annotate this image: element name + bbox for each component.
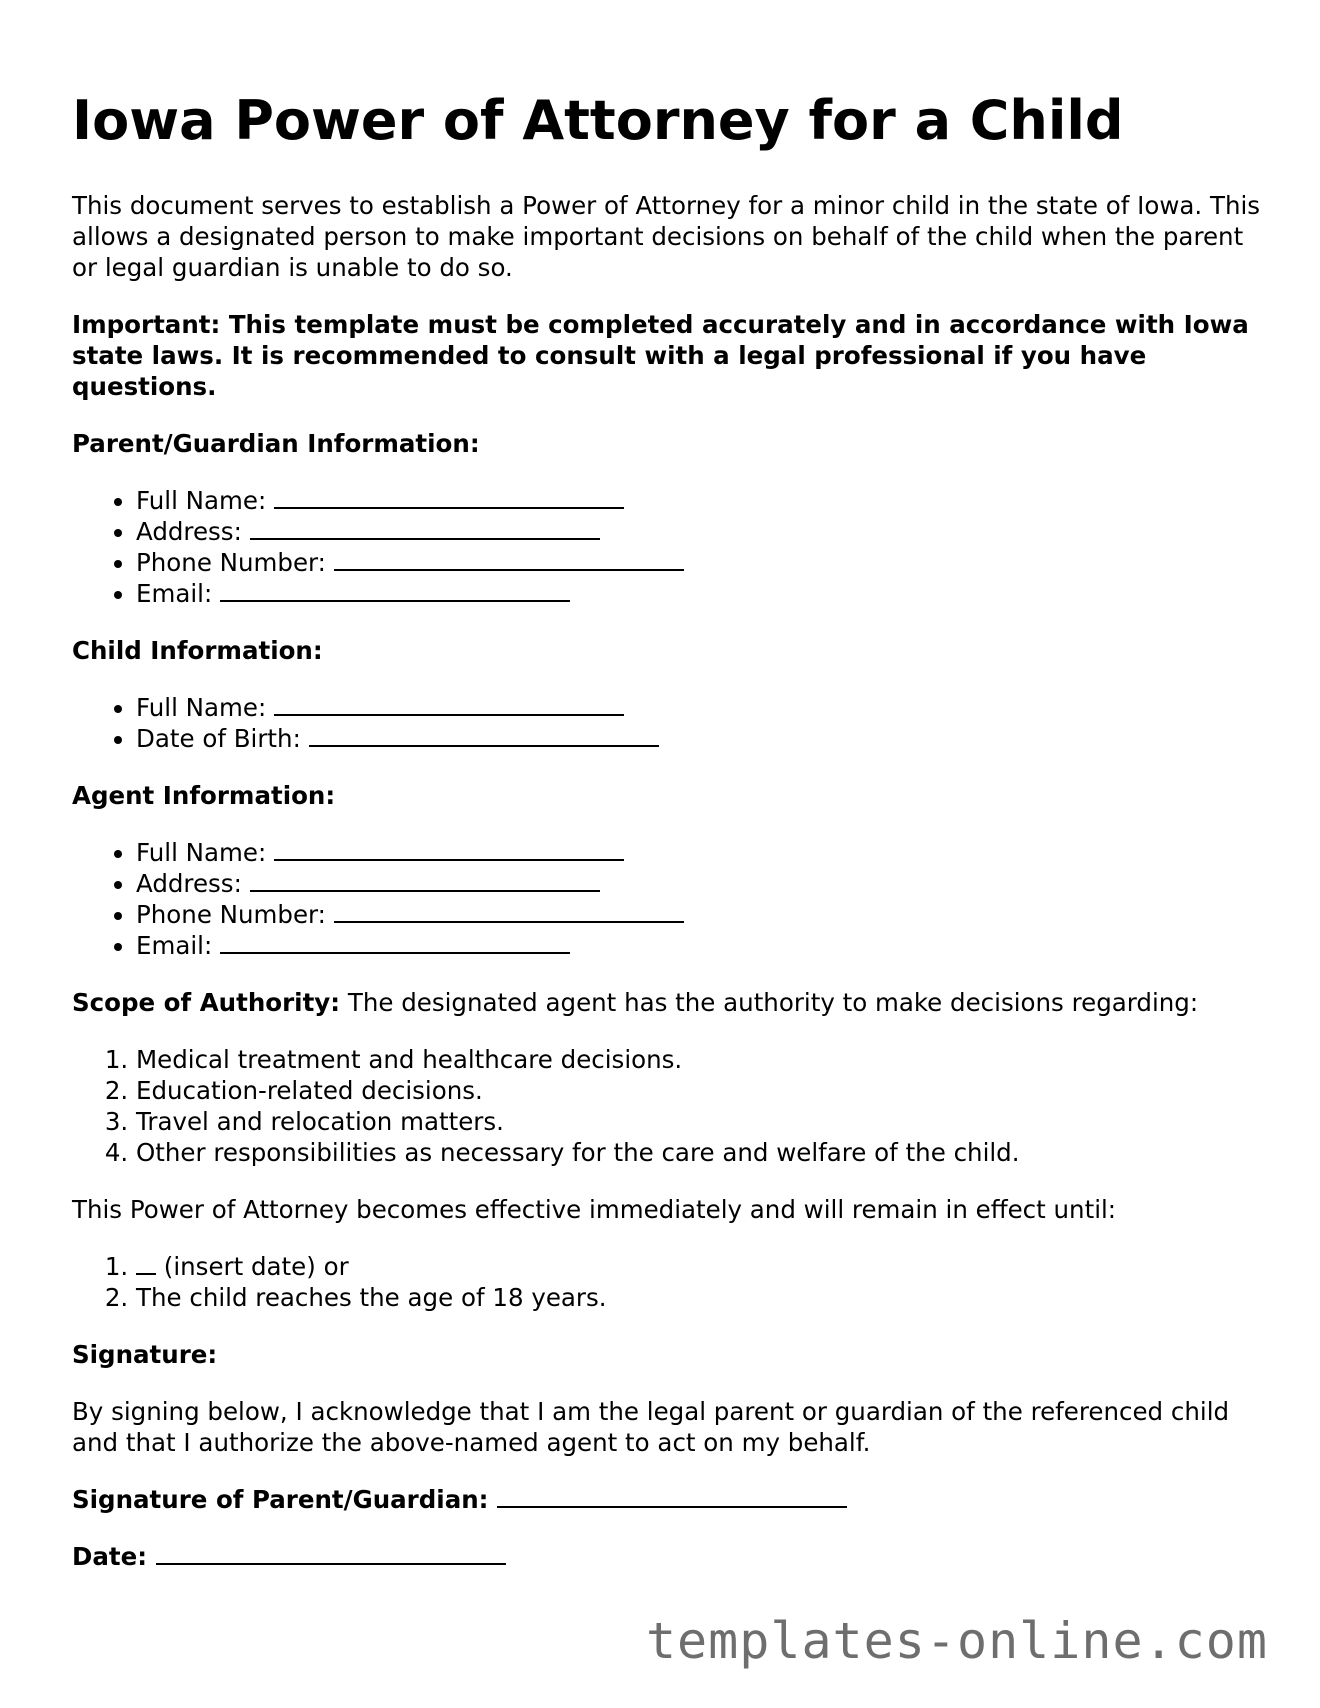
field-label: Full Name:: [136, 838, 267, 868]
signature-heading: Signature:: [72, 1340, 218, 1370]
field-label: Address:: [136, 869, 242, 899]
date-blank[interactable]: [156, 1541, 506, 1565]
list-item: [136, 837, 1262, 868]
effective-list: [72, 1251, 1262, 1313]
blank-line[interactable]: [274, 837, 624, 861]
signature-blank[interactable]: [497, 1484, 847, 1508]
blank-line[interactable]: [250, 868, 600, 892]
list-item: [136, 899, 1262, 930]
list-item: [136, 868, 1262, 899]
insert-date-text: (insert date) or: [156, 1252, 349, 1282]
list-item: [136, 1251, 1262, 1282]
blank-line[interactable]: [309, 723, 659, 747]
scope-paragraph: [72, 987, 1262, 1018]
child-section-heading: Child Information:: [72, 636, 323, 666]
blank-line[interactable]: [220, 930, 570, 954]
important-note: Important: This template must be completed accurately and in accordance with Iowa state laws. It is recommended to consult with a legal professional if you have questions.: [72, 310, 1249, 402]
list-item: [136, 723, 1262, 754]
list-item: [136, 485, 1262, 516]
list-item: [136, 930, 1262, 961]
parent-fields-list: [72, 485, 1262, 609]
scope-list: [72, 1044, 1262, 1168]
page-title: Iowa Power of Attorney for a Child: [72, 89, 1124, 152]
watermark: templates-online.com: [645, 1612, 1268, 1670]
list-item: 1. Medical treatment and healthcare decisions.: [136, 1044, 1262, 1075]
list-item: [136, 692, 1262, 723]
field-label: Phone Number:: [136, 548, 326, 578]
blank-line[interactable]: [274, 485, 624, 509]
field-label: Email:: [136, 931, 213, 961]
field-label: Address:: [136, 517, 242, 547]
blank-line[interactable]: [334, 547, 684, 571]
list-item: 4. Other responsibilities as necessary for the care and welfare of the child.: [136, 1137, 1262, 1168]
list-item: [136, 547, 1262, 578]
parent-section-heading: Parent/Guardian Information:: [72, 429, 480, 459]
agent-fields-list: [72, 837, 1262, 961]
field-label: Full Name:: [136, 693, 267, 723]
blank-line[interactable]: [274, 692, 624, 716]
parent-signature-line: [72, 1484, 1262, 1515]
field-label: Date of Birth:: [136, 724, 301, 754]
scope-text: The designated agent has the authority to make decisions regarding:: [340, 988, 1199, 1018]
document-page: [72, 90, 1262, 1598]
list-item: [136, 578, 1262, 609]
field-label: Email:: [136, 579, 213, 609]
field-label: Full Name:: [136, 486, 267, 516]
effective-paragraph: This Power of Attorney becomes effective immediately and will remain in effect until:: [72, 1195, 1117, 1225]
intro-paragraph: This document serves to establish a Power of Attorney for a minor child in the state of Iowa. This allows a designated person to make important decisions on behalf of the child when the parent or legal guardian is unable to do so.: [72, 191, 1261, 283]
acknowledgment-paragraph: By signing below, I acknowledge that I am the legal parent or guardian of the referenced child and that I authorize the above-named agent to act on my behalf.: [72, 1397, 1230, 1458]
list-item: 2. Education-related decisions.: [136, 1075, 1262, 1106]
blank-line[interactable]: [136, 1251, 156, 1275]
list-item: 2. The child reaches the age of 18 years.: [136, 1282, 1262, 1313]
field-label: Phone Number:: [136, 900, 326, 930]
signature-label: Signature of Parent/Guardian:: [72, 1485, 489, 1515]
blank-line[interactable]: [220, 578, 570, 602]
blank-line[interactable]: [250, 516, 600, 540]
scope-label: Scope of Authority:: [72, 988, 341, 1018]
date-line: [72, 1541, 1262, 1572]
list-item: [136, 516, 1262, 547]
agent-section-heading: Agent Information:: [72, 781, 336, 811]
blank-line[interactable]: [334, 899, 684, 923]
date-label: Date:: [72, 1542, 147, 1572]
list-item: 3. Travel and relocation matters.: [136, 1106, 1262, 1137]
child-fields-list: [72, 692, 1262, 754]
